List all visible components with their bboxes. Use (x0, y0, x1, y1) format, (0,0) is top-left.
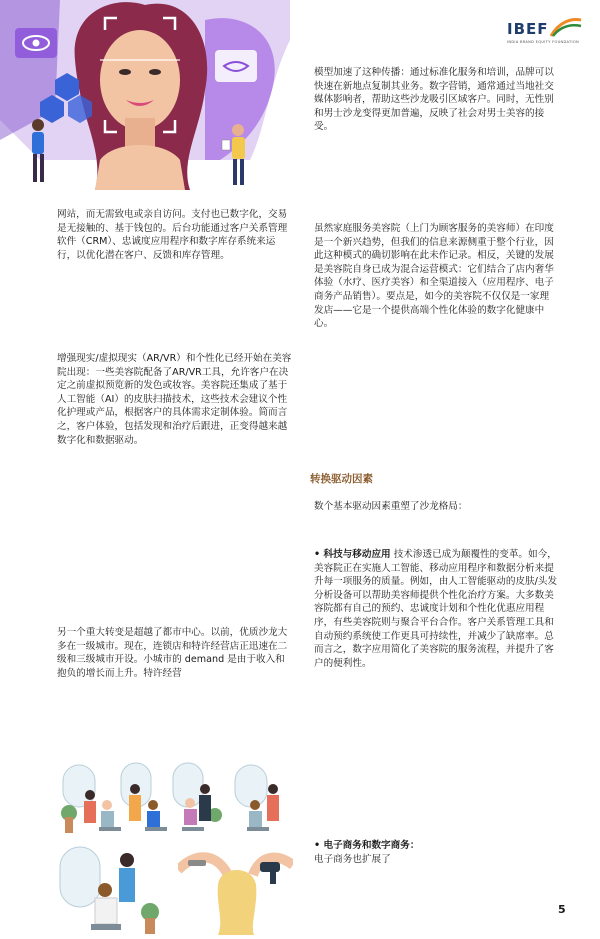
logo-subtext: INDIA BRAND EQUITY FOUNDATION (507, 40, 579, 44)
section-heading: 转换驱动因素 (310, 473, 373, 485)
face-scan-graphic (0, 0, 290, 190)
barber-illustration (55, 842, 165, 935)
bullet-tech-mobile-body: 技术渗透已成为颠覆性的变革。如今，美容院正在实施人工智能、移动应用程序和数据分析来提升每一项服务的质量。例如，由人工智能驱动的皮肤/头发分析设备可以帮助美容师提供个性化治疗方案。大多数美容院都有自己的预约、忠诚度计划和个性化优惠应用程序，有些美容院则与聚合平台合作。客户关系管理工具和自动预约系统使工作更具可持续性，并减少了缺席率。总而言之，数字应用简化了美容院的服务流程，并提升了客户的便利性。 (314, 549, 558, 669)
left-paragraph-1: 网站，而无需致电或亲自访问。支付也已数字化，交易是无接触的、基于钱包的。后台功能通过客户关系管理软件（CRM）、忠诚度应用程序和数字库存系统来运行，以优化潜在客户、反馈和库存管理。 (57, 209, 288, 261)
barber-graphic (55, 842, 165, 935)
bullet-ecommerce (314, 839, 554, 866)
section-intro: 数个基本驱动因素重塑了沙龙格局： (314, 501, 468, 512)
bullet-tech-mobile (314, 548, 558, 670)
hairdryer-illustration (178, 840, 293, 935)
left-paragraph-3: 另一个重大转变是超越了都市中心。以前，优质沙龙大多在一级城市。现在，连锁店和特许经营店正迅速在二级和三级城市开设。小城市的 demand 是由于收入和抱负的增长而上升。特许经营 (57, 627, 288, 679)
bullet-ecommerce-title: • 电子商务和数字商务： (314, 840, 420, 851)
face-scan-illustration (0, 0, 290, 190)
right-paragraph-1: 模型加速了这种传播：通过标准化服务和培训，品牌可以快速在新地点复制其业务。数字营销，通常通过当地社交媒体影响者，帮助这些沙龙吸引区域客户。同时，无性别和男士沙龙变得更加普遍，反映了社会对男士美容的接受。 (314, 67, 554, 133)
hairdryer-graphic (178, 840, 293, 935)
left-paragraph-2: 增强现实/虚拟现实（AR/VR）和个性化已经开始在美容院出现：一些美容院配备了AR/VR工具，允许客户在决定之前虚拟预览新的发色或妆容。美容院还集成了基于人工智能（AI）的皮肤扫描技术，这些技术会建议个性化护理或产品，根据客户的具体需求定制体验。简而言之，客户体验，包括发现和治疗后跟进，正变得越来越数字化和数据驱动。 (57, 353, 292, 446)
bullet-tech-mobile-title: • 科技与移动应用 (314, 549, 391, 560)
bullet-ecommerce-body: 电子商务也扩展了 (314, 853, 391, 865)
logo-text: IBEF (507, 20, 549, 38)
page-number: 5 (558, 903, 566, 916)
right-paragraph-2: 虽然家庭服务美容院（上门为顾客服务的美容师）在印度是一个新兴趋势，但我们的信息来源侧重于整个行业，因此这种模式的确切影响在此未作记录。相反，关键的发展是美容院自身已成为混合运营模式：它们结合了店内奢华体验（水疗、医疗美容）和全渠道接入（应用程序、电子商务产品销售）。要点是，如今的美容院不仅仅是一家理发店——它是一个提供高端个性化体验的数字化健康中心。 (314, 223, 554, 330)
salon-interior-graphic (55, 755, 295, 837)
ibef-logo (505, 14, 583, 48)
logo-swoosh-icon (549, 16, 583, 38)
